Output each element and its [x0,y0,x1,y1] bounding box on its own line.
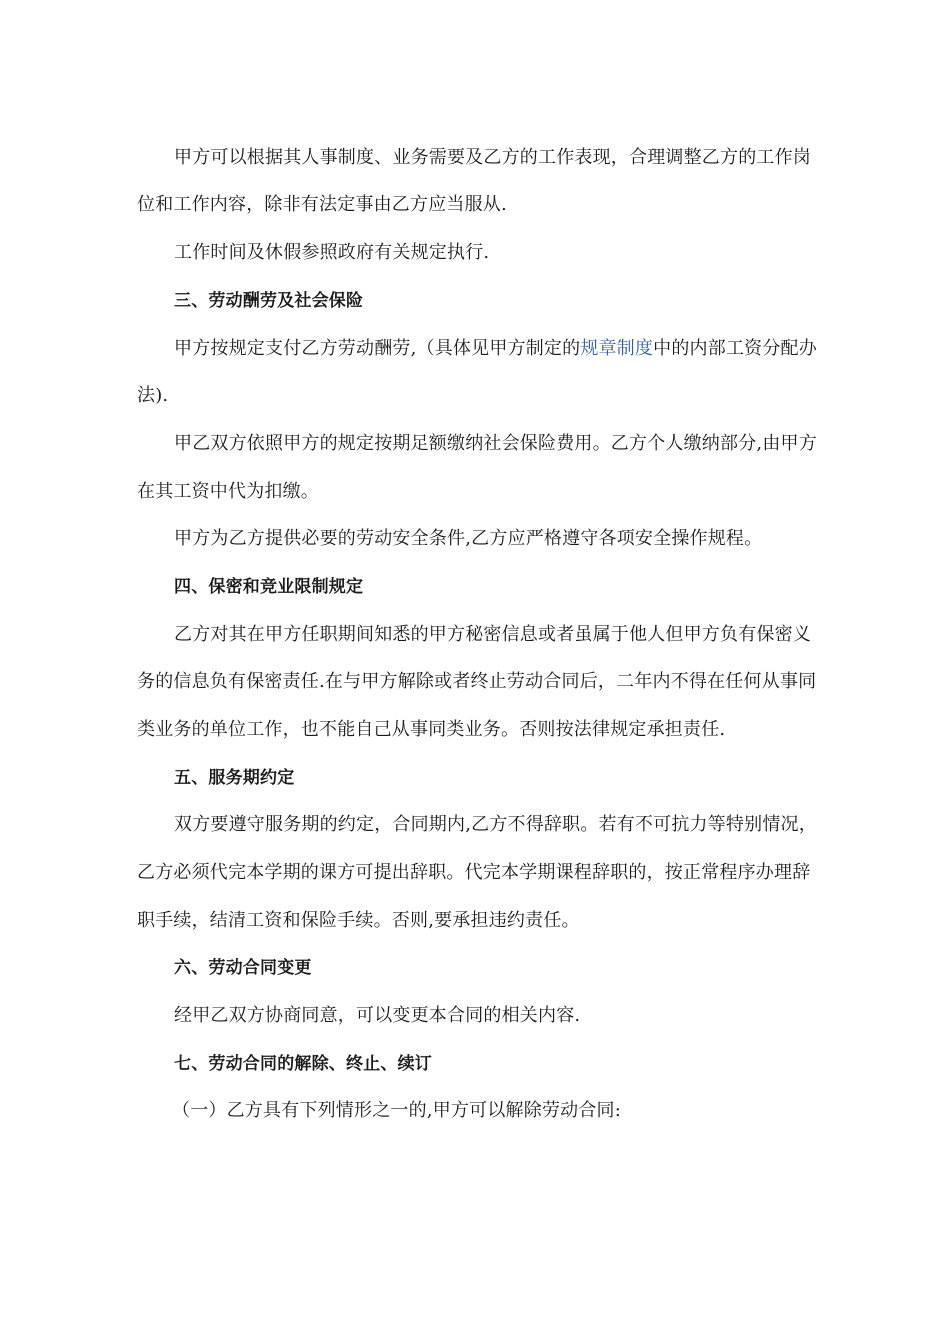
paragraph-service-period-line-1: 双方要遵守服务期的约定，合同期内,乙方不得辞职。若有不可抗力等特别情况， [174,814,817,835]
remuneration-text-before-link: 甲方按规定支付乙方劳动酬劳,（具体见甲方制定的 [174,338,581,359]
paragraph-confidentiality-line-3: 类业务的单位工作，也不能自己从事同类业务。否则按法律规定承担责任. [137,719,726,740]
paragraph-confidentiality-line-2: 务的信息负有保密责任.在与甲方解除或者终止劳动合同后，二年内不得在任何从事同 [137,671,817,692]
paragraph-job-adjustment-line-2: 位和工作内容，除非有法定事由乙方应当服从. [137,194,507,215]
paragraph-contract-change: 经甲乙双方协商同意，可以变更本合同的相关内容. [174,1005,581,1026]
paragraph-service-period-line-3: 职手续，结清工资和保险手续。否则,要承担违约责任。 [137,910,580,931]
paragraph-safety-conditions: 甲方为乙方提供必要的劳动安全条件,乙方应严格遵守各项安全操作规程。 [174,528,763,549]
section-heading-contract-change: 六、劳动合同变更 [174,958,312,978]
paragraph-remuneration-line-2: 法). [137,385,169,406]
section-heading-remuneration: 三、劳动酬劳及社会保险 [174,291,364,311]
section-heading-service-period: 五、服务期约定 [174,768,295,788]
section-heading-confidentiality: 四、保密和竞业限制规定 [174,577,364,597]
paragraph-service-period-line-2: 乙方必须代完本学期的课方可提出辞职。代完本学期课程辞职的，按正常程序办理辞 [137,862,811,883]
paragraph-social-insurance-line-1: 甲乙双方依照甲方的规定按期足额缴纳社会保险费用。乙方个人缴纳部分,由甲方 [174,433,817,454]
paragraph-social-insurance-line-2: 在其工资中代为扣缴。 [137,481,319,502]
rules-regulations-link[interactable]: 规章制度 [580,338,654,359]
paragraph-job-adjustment-line-1: 甲方可以根据其人事制度、业务需要及乙方的工作表现，合理调整乙方的工作岗 [174,147,811,168]
paragraph-confidentiality-line-1: 乙方对其在甲方任职期间知悉的甲方秘密信息或者虽属于他人但甲方负有保密义 [174,624,811,645]
section-heading-termination: 七、劳动合同的解除、终止、续订 [174,1054,432,1074]
paragraph-termination-item-1: （一）乙方具有下列情形之一的,甲方可以解除劳动合同: [172,1100,621,1121]
paragraph-working-hours: 工作时间及休假参照政府有关规定执行. [174,242,490,263]
remuneration-text-after-link: 中的内部工资分配办 [653,338,817,359]
paragraph-remuneration-line-1 [174,337,817,361]
